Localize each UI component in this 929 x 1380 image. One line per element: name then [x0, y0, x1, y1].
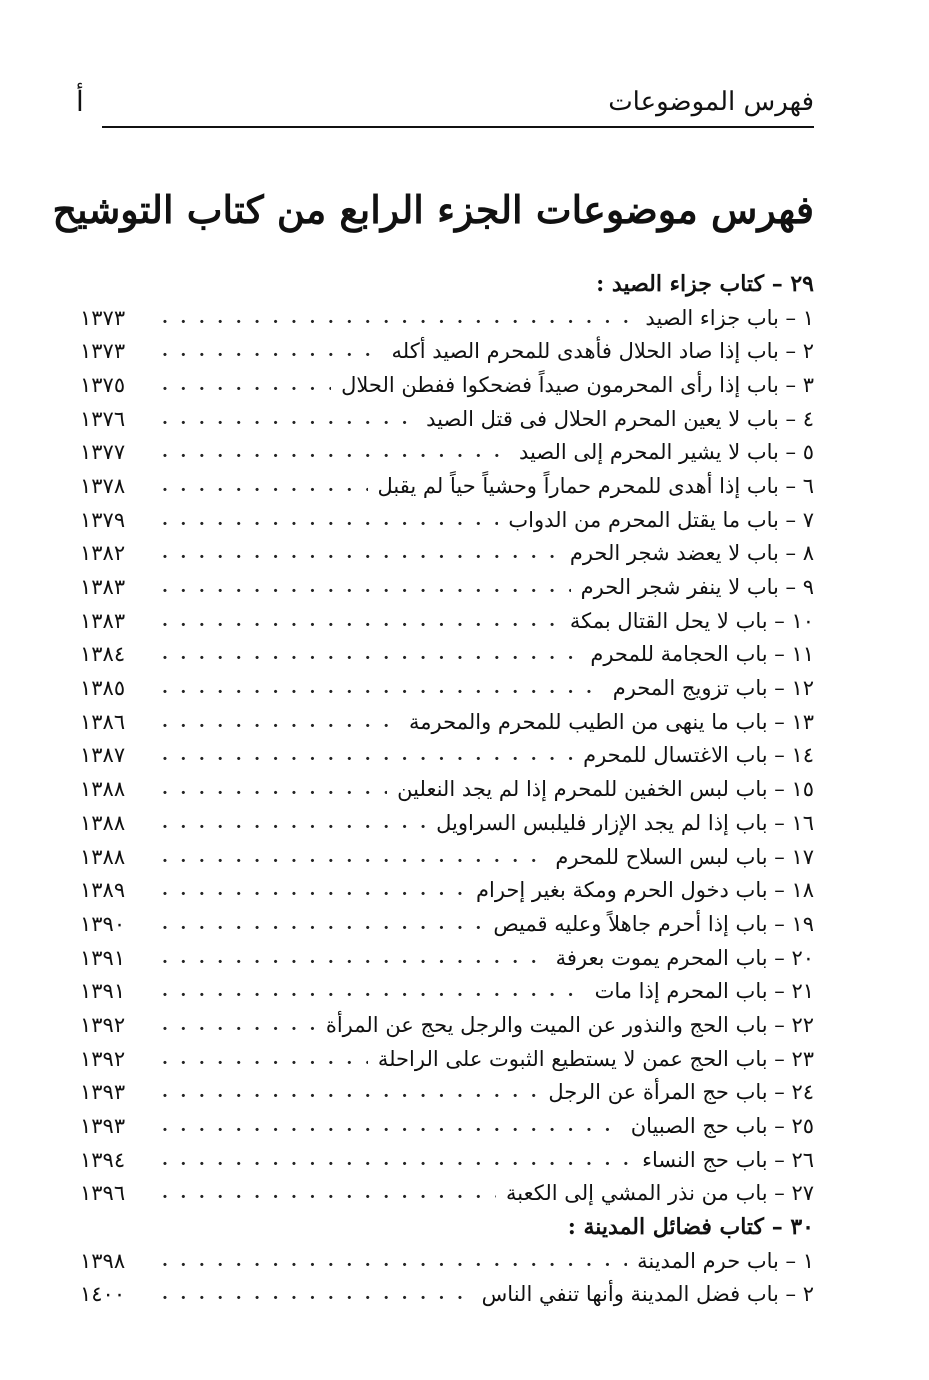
dot-leader [162, 813, 426, 833]
book-heading-text: ٢٩ – كتاب جزاء الصيد : [596, 270, 814, 297]
dot-leader [162, 981, 585, 1001]
entry-page-number: ١٣٩١ [80, 979, 126, 1004]
dot-leader [162, 948, 546, 968]
entry-label: ٢٧ – باب من نذر المشي إلى الكعبة [506, 1181, 814, 1206]
dot-leader [162, 543, 560, 563]
toc-entry [80, 671, 814, 705]
entry-page-number: ١٣٨٩ [80, 878, 126, 903]
entry-label: ٢٥ – باب حج الصبيان [630, 1114, 814, 1139]
entry-label: ١ – باب جزاء الصيد [645, 305, 814, 330]
toc-entry [80, 469, 814, 503]
entry-label: ١٦ – باب إذا لم يجد الإزار فليلبس السراويل [436, 810, 814, 835]
entry-page-number: ١٣٧٧ [80, 440, 126, 465]
dot-leader [162, 1251, 627, 1271]
toc-entry [80, 1042, 814, 1076]
toc-entry [80, 1008, 814, 1042]
dot-leader [162, 914, 483, 934]
entry-label: ٧ – باب ما يقتل المحرم من الدواب [508, 507, 814, 532]
entry-page-number: ١٣٨٣ [80, 608, 126, 633]
dot-leader [162, 1049, 368, 1069]
entry-label: ٢٤ – باب حج المرأة عن الرجل [548, 1080, 814, 1105]
dot-leader [162, 577, 571, 597]
toc-entry [80, 1278, 814, 1312]
toc-entry [80, 570, 814, 604]
toc-entry [80, 435, 814, 469]
entry-label: ٦ – باب إذا أهدى للمحرم حماراً وحشياً حياً لم يقبل [377, 473, 814, 498]
entry-page-number: ١٣٧٦ [80, 406, 126, 431]
entry-page-number: ١٣٧٨ [80, 473, 126, 498]
entry-label: ١١ – باب الحجامة للمحرم [590, 642, 814, 667]
entry-page-number: ١٣٨٥ [80, 676, 126, 701]
entry-page-number: ١٣٨٢ [80, 541, 126, 566]
dot-leader [162, 779, 387, 799]
entry-label: ١٥ – باب لبس الخفين للمحرم إذا لم يجد النعلين [397, 777, 814, 802]
entry-page-number: ١٣٨٦ [80, 709, 126, 734]
entry-label: ٢ – باب إذا صاد الحلال فأهدى للمحرم الصيد أكله [391, 339, 814, 364]
entry-page-number: ١٣٩٢ [80, 1012, 126, 1037]
dot-leader [162, 678, 603, 698]
entry-page-number: ١٣٧٥ [80, 372, 126, 397]
toc-entry [80, 772, 814, 806]
entry-page-number: ١٣٩٤ [80, 1147, 126, 1172]
toc-entry [80, 840, 814, 874]
entry-label: ١٢ – باب تزويج المحرم [612, 676, 814, 701]
toc-entry [80, 1143, 814, 1177]
dot-leader [162, 341, 381, 361]
toc-entry [80, 941, 814, 975]
dot-leader [162, 1150, 632, 1170]
entry-label: ١٨ – باب دخول الحرم ومكة بغير إحرام [475, 878, 814, 903]
toc-entry [80, 334, 814, 368]
entry-page-number: ١٣٧٣ [80, 305, 126, 330]
header-rule [102, 126, 814, 128]
entry-label: ١٧ – باب لبس السلاح للمحرم [555, 844, 814, 869]
entry-page-number: ١٣٨٨ [80, 777, 126, 802]
entry-page-number: ١٣٧٣ [80, 339, 126, 364]
entry-label: ٢ – باب فضل المدينة وأنها تنفي الناس [481, 1282, 814, 1307]
running-title: فهرس الموضوعات [608, 87, 814, 117]
dot-leader [162, 476, 368, 496]
dot-leader [162, 1015, 316, 1035]
book-heading [80, 1210, 814, 1244]
toc-entry [80, 873, 814, 907]
entry-label: ٣ – باب إذا رأى المحرمون صيداً فضحكوا ففطن الحلال [341, 372, 814, 397]
entry-page-number: ١٣٩٢ [80, 1046, 126, 1071]
entry-page-number: ١٣٩٣ [80, 1114, 126, 1139]
entry-label: ١ – باب حرم المدينة [637, 1248, 814, 1273]
toc-entry [80, 705, 814, 739]
toc-entry [80, 806, 814, 840]
entry-label: ١٤ – باب الاغتسال للمحرم [583, 743, 814, 768]
toc-entry [80, 739, 814, 773]
toc-entry [80, 1244, 814, 1278]
book-heading-text: ٣٠ – كتاب فضائل المدينة : [567, 1214, 814, 1241]
entry-label: ٥ – باب لا يشير المحرم إلى الصيد [518, 440, 814, 465]
entry-label: ٩ – باب لا ينفر شجر الحرم [580, 575, 814, 600]
table-of-contents [80, 267, 814, 1311]
dot-leader [162, 712, 399, 732]
entry-label: ٨ – باب لا يعضد شجر الحرم [569, 541, 814, 566]
dot-leader [162, 1116, 621, 1136]
page-title: فهرس موضوعات الجزء الرابع من كتاب التوشيح [52, 187, 814, 232]
dot-leader [162, 308, 635, 328]
toc-entry [80, 974, 814, 1008]
entry-page-number: ١٣٨٧ [80, 743, 126, 768]
entry-label: ١٩ – باب إذا أحرم جاهلاً وعليه قميص [493, 911, 814, 936]
dot-leader [162, 442, 509, 462]
entry-label: ٤ – باب لا يعين المحرم الحلال فى قتل الصيد [426, 406, 814, 431]
entry-label: ٢١ – باب المحرم إذا مات [594, 979, 814, 1004]
toc-entry [80, 1109, 814, 1143]
entry-label: ٢٠ – باب المحرم يموت بعرفة [555, 945, 814, 970]
page-number-letter: أ [76, 85, 84, 118]
toc-entry [80, 402, 814, 436]
dot-leader [162, 409, 416, 429]
dot-leader [162, 847, 545, 867]
toc-entry [80, 604, 814, 638]
dot-leader [162, 644, 580, 664]
dot-leader [162, 745, 573, 765]
book-heading [80, 267, 814, 301]
entry-label: ٢٢ – باب الحج والنذور عن الميت والرجل يحج عن المرأة [325, 1012, 814, 1037]
entry-label: ١٠ – باب لا يحل القتال بمكة [569, 608, 814, 633]
running-header [76, 84, 814, 124]
entry-label: ١٣ – باب ما ينهى من الطيب للمحرم والمحرمة [409, 709, 814, 734]
toc-entry [80, 1177, 814, 1211]
entry-page-number: ١٣٨٨ [80, 810, 126, 835]
toc-entry [80, 368, 814, 402]
dot-leader [162, 1082, 538, 1102]
entry-page-number: ١٣٩٨ [80, 1248, 126, 1273]
entry-page-number: ١٣٨٨ [80, 844, 126, 869]
toc-entry [80, 503, 814, 537]
entry-page-number: ١٣٨٣ [80, 575, 126, 600]
entry-page-number: ١٣٩٠ [80, 911, 126, 936]
entry-label: ٢٣ – باب الحج عمن لا يستطيع الثبوت على الراحلة [377, 1046, 814, 1071]
entry-page-number: ١٣٧٩ [80, 507, 126, 532]
entry-page-number: ١٤٠٠ [80, 1282, 126, 1307]
dot-leader [162, 880, 466, 900]
dot-leader [162, 1284, 472, 1304]
entry-page-number: ١٣٨٤ [80, 642, 126, 667]
toc-entry [80, 638, 814, 672]
entry-page-number: ١٣٩٦ [80, 1181, 126, 1206]
toc-entry [80, 301, 814, 335]
entry-page-number: ١٣٩١ [80, 945, 126, 970]
toc-entry [80, 537, 814, 571]
dot-leader [162, 1183, 496, 1203]
dot-leader [162, 611, 560, 631]
entry-page-number: ١٣٩٣ [80, 1080, 126, 1105]
dot-leader [162, 510, 498, 530]
dot-leader [162, 375, 331, 395]
entry-label: ٢٦ – باب حج النساء [642, 1147, 814, 1172]
toc-entry [80, 907, 814, 941]
toc-entry [80, 1076, 814, 1110]
